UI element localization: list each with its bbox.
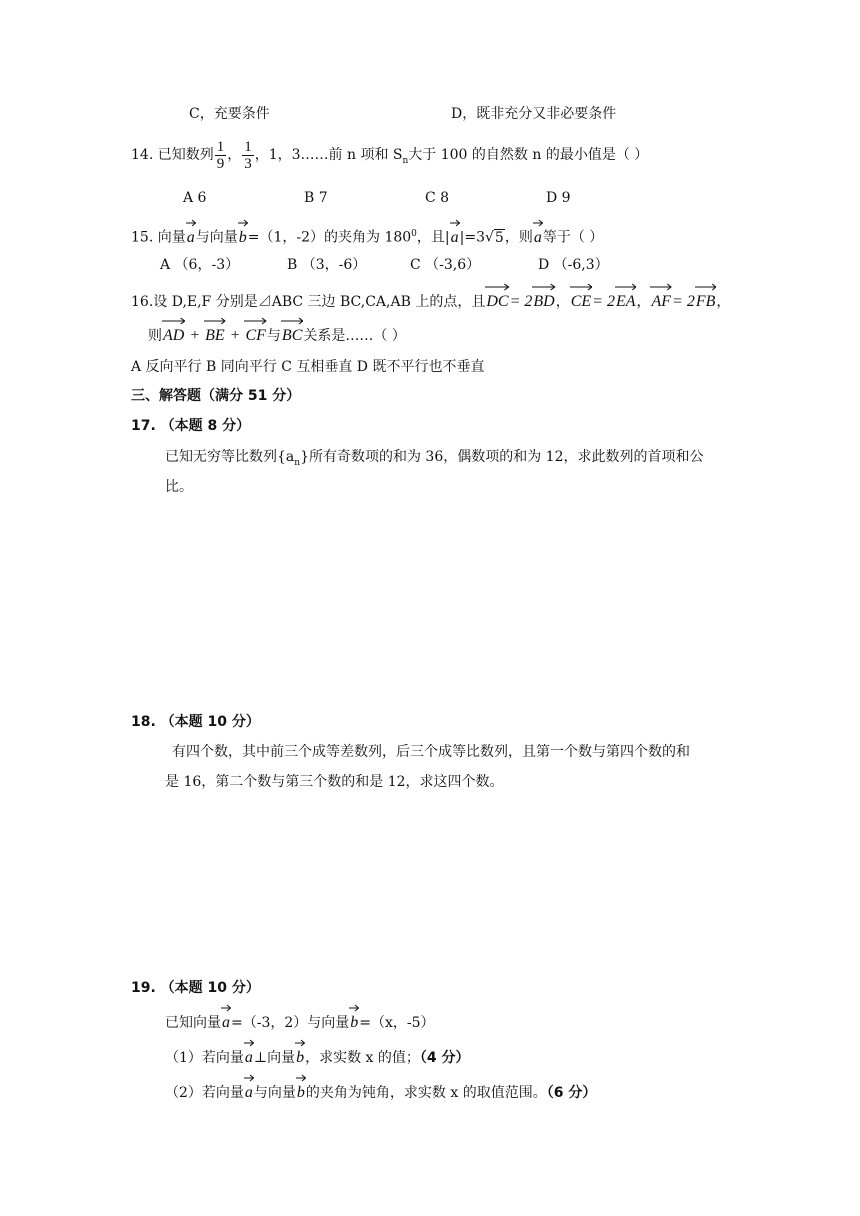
question-number: 15. [131, 229, 154, 246]
q18-line-2: 是 16，第二个数与第三个数的和是 12，求这四个数。 [165, 774, 504, 790]
separator: ， [555, 294, 570, 310]
vector-b [296, 1083, 306, 1103]
q15-text: 等于（ ） [542, 229, 604, 246]
q18-heading: 18. （本题 10 分） [131, 714, 260, 730]
vector-arrow [615, 283, 637, 291]
vector-letters: DC [486, 293, 509, 310]
fraction-denominator: 3 [244, 155, 252, 172]
vector-letters: BE [205, 327, 225, 344]
q19-heading: 19. （本题 10 分） [131, 980, 260, 996]
vector-arrow [295, 1039, 305, 1047]
vector-a [533, 228, 543, 248]
vector-arrow [533, 219, 543, 227]
q19-text: ⊥向量 [253, 1050, 296, 1066]
q15-option-b: B （3，-6） [287, 257, 367, 273]
vector-ad [162, 326, 185, 346]
degree-superscript: 0 [411, 229, 417, 239]
q17-line-1 [165, 447, 704, 473]
separator: ， [227, 147, 242, 163]
q16-line-2 [148, 326, 406, 346]
vector-a [450, 228, 460, 248]
vector-arrow [221, 1004, 231, 1012]
vector-arrow [532, 283, 555, 291]
subscript-n: n [402, 155, 409, 166]
vector-letters: CE [570, 293, 592, 310]
equals-two: = 2 [592, 293, 615, 310]
vector-b [349, 1013, 359, 1033]
vector-letter: b [296, 1084, 305, 1101]
q15-option-a: A （6，-3） [160, 257, 240, 273]
vector-letters: FB [695, 293, 716, 310]
vector-arrow [695, 283, 717, 291]
q14-text-pre: 已知数列 [157, 147, 214, 163]
q18-line-1: 有四个数，其中前三个成等差数列，后三个成等比数列，且第一个数与第四个数的和 [172, 744, 690, 760]
fraction-one-ninth [215, 139, 227, 172]
q14-text-end: 大于 100 的自然数 n 的最小值是（ ） [408, 147, 649, 163]
fraction-denominator: 9 [216, 155, 225, 172]
vector-letter: b [350, 1014, 359, 1031]
q16-options: A 反向平行 B 同向平行 C 互相垂直 D 既不平行也不垂直 [131, 359, 485, 375]
vector-letters: AD [163, 327, 185, 344]
question-number: 14. [131, 147, 154, 163]
score-label: （6 分） [546, 1085, 597, 1101]
q16-text: 关系是……（ ） [303, 328, 406, 344]
q13-option-c: C，充要条件 [189, 106, 270, 122]
q16-line-1 [131, 292, 730, 312]
q15-option-d: D （-6,3） [538, 257, 609, 273]
separator: ， [716, 294, 731, 310]
vector-letter: b [296, 1049, 305, 1066]
vector-dc [485, 292, 509, 312]
vector-a [221, 1013, 231, 1033]
vector-b [238, 228, 248, 248]
plus-sign: + [225, 327, 245, 344]
vector-letter: a [244, 1084, 253, 1101]
q17-heading: 17. （本题 8 分） [131, 418, 251, 434]
section-heading: 三、解答题（满分 51 分） [131, 388, 301, 404]
vector-arrow [244, 1074, 254, 1082]
fraction-numerator: 1 [244, 138, 252, 155]
vector-letter: b [238, 228, 247, 246]
q15-text: |=3 [459, 229, 485, 246]
q15-text: 向量 [157, 229, 186, 246]
vector-letter: a [222, 1014, 230, 1031]
vector-arrow [450, 219, 460, 227]
q16-text: 与 [266, 328, 281, 344]
q15-text: ，且| [416, 229, 450, 246]
q15-text: ，则 [504, 229, 533, 246]
equals-two: = 2 [509, 293, 533, 310]
q19-text: 的夹角为钝角，求实数 x 的取值范围。 [305, 1085, 547, 1101]
q14-option-c: C 8 [425, 190, 450, 206]
subscript-n: n [294, 457, 301, 468]
vector-arrow [244, 317, 266, 325]
vector-a [244, 1048, 254, 1068]
vector-letter: a [244, 1049, 253, 1066]
separator: ， [636, 294, 651, 310]
q19-text: （1）若向量 [165, 1050, 244, 1066]
vector-arrow [650, 283, 672, 291]
q16-text: 则 [148, 328, 162, 344]
q13-option-d: D，既非充分又非必要条件 [451, 106, 617, 122]
vector-arrow [485, 283, 509, 291]
vector-ce [570, 292, 592, 312]
q14-option-d: D 9 [546, 190, 571, 206]
vector-letters: BD [533, 293, 555, 310]
q19-part-1 [165, 1048, 470, 1068]
vector-arrow [244, 1039, 254, 1047]
vector-arrow [186, 219, 196, 227]
q15-text: 与向量 [195, 229, 238, 246]
vector-arrow [570, 283, 592, 291]
q19-text: 与向量 [253, 1085, 296, 1101]
vector-letters: CF [245, 327, 266, 344]
vector-a [186, 228, 196, 248]
q14-stem [131, 138, 648, 178]
vector-letter: a [450, 228, 459, 246]
vector-letters: EA [615, 293, 636, 310]
vector-ea [615, 292, 637, 312]
vector-arrow [281, 317, 303, 325]
fraction-one-third [242, 139, 254, 172]
vector-cf [244, 326, 266, 346]
q19-text: ，求实数 x 的值； [305, 1050, 420, 1066]
q19-text: =（x，-5） [359, 1015, 435, 1031]
vector-arrow [162, 317, 185, 325]
plus-sign: + [185, 327, 205, 344]
fraction-numerator: 1 [216, 138, 225, 155]
vector-letters: BC [281, 327, 303, 344]
q19-text: （2）若向量 [165, 1085, 244, 1101]
vector-be [204, 326, 226, 346]
vector-arrow [238, 219, 248, 227]
vector-af [650, 292, 672, 312]
vector-letter: a [186, 228, 195, 246]
vector-a [244, 1083, 254, 1103]
vector-b [295, 1048, 305, 1068]
score-label: （4 分） [419, 1050, 470, 1066]
vector-letter: a [533, 228, 542, 246]
q15-option-c: C （-3,6） [410, 257, 481, 273]
vector-arrow [296, 1074, 306, 1082]
q19-line-1 [165, 1013, 435, 1033]
vector-arrow [349, 1004, 359, 1012]
vector-arrow [204, 317, 226, 325]
q15-text: =（1，-2）的夹角为 180 [247, 229, 412, 246]
vector-fb [695, 292, 717, 312]
vector-letters: AF [651, 293, 672, 310]
q14-option-a: A 6 [183, 190, 207, 206]
q15-stem [131, 224, 603, 248]
q14-text-post: ，1，3……前 n 项和 S [254, 147, 403, 163]
vector-bd [532, 292, 555, 312]
q19-text: =（-3，2）与向量 [231, 1015, 350, 1031]
vector-bc [281, 326, 303, 346]
sqrt-radicand: 5 [494, 229, 504, 246]
q19-text: 已知向量 [165, 1015, 221, 1031]
q17-text: 已知无穷等比数列{a [165, 449, 295, 465]
q14-option-b: B 7 [304, 190, 328, 206]
q17-text: }所有奇数项的和为 36，偶数项的和为 12，求此数列的首项和公 [300, 449, 704, 465]
equals-two: = 2 [672, 293, 695, 310]
q19-part-2 [165, 1083, 596, 1103]
sqrt-symbol: √ [484, 229, 494, 246]
q16-text: 16.设 D,E,F 分别是⊿ABC 三边 BC,CA,AB 上的点，且 [131, 294, 486, 310]
q17-line-2: 比。 [165, 479, 193, 495]
